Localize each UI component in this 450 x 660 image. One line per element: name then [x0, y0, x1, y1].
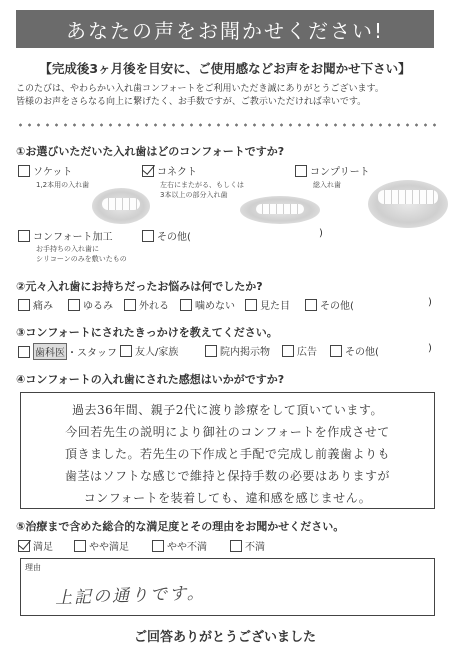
option-label: 噛めない [195, 301, 235, 312]
q3-option-advertisement[interactable] [282, 343, 317, 358]
q5-option-somewhat-dissatisfied[interactable] [152, 538, 207, 553]
option-label: やや不満 [167, 542, 207, 553]
question-3-title: ③コンフォートにされたきっかけを教えてください。 [16, 326, 278, 339]
option-label: やや満足 [89, 542, 129, 553]
option-label: ゆるみ [83, 301, 113, 312]
survey-subtitle: 【完成後3ヶ月後を目安に、ご使用感などお声をお聞かせ下さい】 [39, 61, 411, 76]
q2-option-other[interactable] [305, 297, 354, 312]
option-label: コンフォート加工 [33, 232, 113, 243]
q2-other-close: ) [428, 297, 432, 308]
checkbox[interactable] [180, 299, 192, 311]
denture-image-complete [368, 180, 448, 228]
survey-title: あなたの声をお聞かせください! [65, 18, 385, 43]
q1-option-connect[interactable] [142, 163, 197, 178]
option-label: 満足 [33, 542, 53, 553]
option-label: その他( [345, 347, 379, 358]
option-label: コンプリート [310, 167, 370, 178]
q1-option-complete-note: 総入れ歯 [313, 181, 341, 189]
answer-line: 過去36年間、親子2代に渡り診療をして頂いています。 [72, 403, 383, 417]
checkbox[interactable] [120, 345, 132, 357]
note-line: 左右にまたがる、もしくは [160, 181, 244, 189]
q1-option-socket-note: 1,2本用の入れ歯 [36, 181, 90, 189]
q5-option-satisfied[interactable] [18, 538, 53, 553]
checkbox[interactable] [282, 345, 294, 357]
q2-option-pain[interactable] [18, 297, 53, 312]
reason-label: 理由 [25, 563, 41, 572]
checkbox[interactable] [330, 345, 342, 357]
option-label: 友人/家族 [135, 347, 179, 358]
option-label: 広告 [297, 347, 317, 358]
option-label: 院内掲示物 [220, 347, 270, 358]
question-4-title: ④コンフォートの入れ歯にされた感想はいかがですか? [16, 373, 285, 386]
checkbox[interactable] [18, 299, 30, 311]
checkbox[interactable] [18, 346, 30, 358]
checkbox[interactable] [230, 540, 242, 552]
option-label: 見た目 [260, 301, 290, 312]
q2-option-comes-off[interactable] [124, 297, 169, 312]
q2-option-looseness[interactable] [68, 297, 113, 312]
option-label-highlighted: 歯科医 [33, 343, 67, 360]
checkbox[interactable] [18, 230, 30, 242]
q2-option-cannot-chew[interactable] [180, 297, 235, 312]
intro-line-1: このたびは、やわらかい入れ歯コンフォートをご利用いただき誠にありがとうございます。 [16, 84, 384, 94]
checkbox[interactable] [68, 299, 80, 311]
checkbox[interactable] [245, 299, 257, 311]
q3-other-close: ) [428, 343, 432, 354]
checkbox[interactable] [124, 299, 136, 311]
q3-option-in-clinic-poster[interactable] [205, 343, 270, 358]
note-line: シリコーンのみを敷いたもの [36, 255, 127, 263]
checkbox[interactable] [295, 165, 307, 177]
checkbox-checked[interactable] [18, 540, 30, 552]
option-label: コネクト [157, 167, 197, 178]
q2-option-appearance[interactable] [245, 297, 290, 312]
q1-other-close: ) [319, 228, 323, 239]
option-label: その他( [157, 232, 191, 243]
option-label: その他( [320, 301, 354, 312]
dotted-divider [16, 122, 436, 128]
question-2-title: ②元々入れ歯にお持ちだったお悩みは何でしたか? [16, 280, 263, 293]
note-line: お手持ちの入れ歯に [36, 245, 99, 253]
option-label: 不満 [245, 542, 265, 553]
q1-option-comfort-processing-note [36, 244, 127, 264]
checkbox[interactable] [152, 540, 164, 552]
q5-option-dissatisfied[interactable] [230, 538, 265, 553]
question-5-title: ⑤治療まで含めた総合的な満足度とその理由をお聞かせください。 [16, 520, 345, 533]
q3-option-other[interactable] [330, 343, 379, 358]
checkbox[interactable] [18, 165, 30, 177]
answer-line: 歯茎はソフトな感じで維持と保持手数の必要はありますが [64, 469, 390, 483]
option-label: 外れる [139, 301, 169, 312]
option-label: 痛み [33, 301, 53, 312]
q1-option-complete[interactable] [295, 163, 370, 178]
reason-box[interactable] [20, 558, 435, 616]
answer-line: 今回若先生の説明により御社のコンフォートを作成させて [65, 425, 390, 439]
checkbox[interactable] [74, 540, 86, 552]
intro-text [16, 83, 438, 109]
checkbox[interactable] [205, 345, 217, 357]
thank-you-footer: ご回答ありがとうございました [133, 630, 316, 645]
answer-line: 頂きました。若先生の下作成と手配で完成し前義歯よりも [64, 447, 390, 461]
q5-option-somewhat-satisfied[interactable] [74, 538, 129, 553]
option-label: ソケット [33, 167, 73, 178]
reason-handwritten-text: 上記の通りです。 [54, 583, 207, 609]
q3-option-friend-family[interactable] [120, 343, 178, 358]
checkbox-checked[interactable] [142, 165, 154, 177]
impression-answer-box[interactable] [20, 392, 435, 509]
denture-teeth [102, 198, 140, 210]
question-1-title: ①お選びいただいた入れ歯はどのコンフォートですか? [16, 145, 285, 158]
intro-line-2: 皆様のお声をさらなる向上に繋げたく、お手数ですが、ご教示いただければ幸いです。 [16, 97, 367, 107]
q1-option-other[interactable] [142, 228, 191, 243]
q1-option-connect-note [160, 180, 244, 200]
denture-teeth [256, 204, 304, 214]
answer-line: コンフォートを装着しても、違和感を感じません。 [83, 491, 372, 505]
survey-header [16, 10, 434, 48]
checkbox[interactable] [142, 230, 154, 242]
checkbox[interactable] [305, 299, 317, 311]
option-label: ・スタッフ [67, 348, 117, 359]
note-line: 3本以上の部分入れ歯 [160, 191, 228, 199]
q1-option-socket[interactable] [18, 163, 72, 178]
denture-teeth [378, 190, 438, 204]
q3-option-dentist-staff[interactable] [18, 343, 117, 360]
q1-option-comfort-processing[interactable] [18, 228, 113, 243]
